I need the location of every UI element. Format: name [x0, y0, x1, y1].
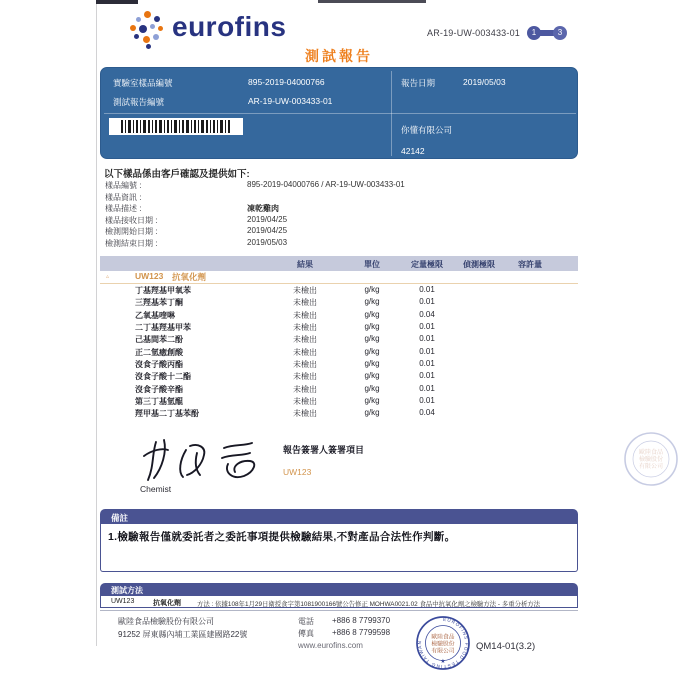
compound-name: 二丁基羥基甲苯: [135, 323, 191, 333]
svg-text:EUROFINS FOOD TESTING TAIWAN: EUROFINS FOOD TESTING TAIWAN: [416, 616, 470, 670]
group-underline: [100, 283, 578, 284]
website-link[interactable]: www.eurofins.com: [298, 641, 363, 650]
sample-detail-row: [100, 203, 578, 215]
page-total-badge[interactable]: 3: [553, 26, 567, 40]
sample-detail-row: [100, 180, 578, 192]
remarks-title: 備註: [111, 513, 129, 523]
sample-detail-label: 樣品描述 :: [105, 204, 142, 214]
unit-value: g/kg: [364, 334, 380, 344]
svg-text:★: ★: [440, 659, 446, 665]
lab-sample-value: 895-2019-04000766: [248, 77, 325, 87]
sample-detail-row: [100, 215, 578, 227]
loq-value: 0.01: [419, 383, 435, 393]
sample-intro: 以下樣品係由客戶確認及提供如下:: [104, 169, 250, 180]
report-no-value: AR-19-UW-003433-01: [248, 96, 333, 106]
result-row: [100, 408, 578, 420]
phone-value: +886 8 7799370: [332, 616, 391, 625]
sample-detail-label: 樣品資訊 :: [105, 192, 142, 202]
result-row: [100, 334, 578, 346]
report-reference: AR-19-UW-003433-01: [427, 28, 520, 38]
info-box-divider: [104, 113, 576, 114]
group-code: UW123: [135, 271, 164, 281]
result-row: [100, 347, 578, 359]
eurofins-wordmark: eurofins: [172, 11, 287, 42]
results-table-header: [100, 256, 578, 271]
result-row: [100, 359, 578, 371]
report-date-label: 報告日期: [401, 78, 436, 88]
page-title: 測試報告: [305, 48, 373, 64]
compound-name: 沒食子酸十二酯: [135, 372, 191, 382]
scan-artifact: [96, 0, 138, 4]
signature-role: Chemist: [140, 484, 172, 494]
lab-sample-label: 實驗室樣品編號: [113, 78, 173, 88]
method-code: UW123: [111, 598, 135, 605]
loq-value: 0.01: [419, 334, 435, 344]
sample-detail-label: 檢測結束日期 :: [105, 238, 158, 248]
unit-value: g/kg: [364, 297, 380, 307]
remarks-body: [100, 524, 578, 572]
sample-detail-row: [100, 226, 578, 238]
svg-text:有限公司: 有限公司: [638, 464, 664, 470]
svg-text:歐陸食品: 歐陸食品: [638, 450, 664, 456]
page-current-badge[interactable]: 1: [527, 26, 541, 40]
result-value: 未檢出: [293, 335, 317, 345]
svg-text:檢驗股份: 檢驗股份: [431, 641, 455, 648]
result-value: 未檢出: [293, 409, 317, 419]
col-result: 結果: [297, 260, 313, 269]
unit-value: g/kg: [364, 359, 380, 369]
loq-value: 0.04: [419, 309, 435, 319]
fax-label: 傳真: [298, 629, 314, 638]
faint-company-seal: [623, 431, 679, 487]
unit-value: g/kg: [364, 322, 380, 332]
unit-value: g/kg: [364, 371, 380, 381]
remarks-header: [100, 509, 578, 524]
loq-value: 0.01: [419, 285, 435, 294]
result-row: [100, 384, 578, 396]
compound-name: 羥甲基二丁基苯酚: [135, 409, 199, 419]
group-marker-icon: ▵: [106, 274, 110, 280]
method-row: [100, 596, 578, 608]
result-row: [100, 310, 578, 322]
result-row: [100, 297, 578, 309]
client-code: 42142: [401, 146, 425, 156]
loq-value: 0.01: [419, 371, 435, 381]
method-group-name: 抗氧化劑: [153, 600, 181, 607]
compound-name: 沒食子酸辛酯: [135, 384, 183, 394]
sample-detail-label: 樣品接收日期 :: [105, 215, 158, 225]
unit-value: g/kg: [364, 408, 380, 418]
compound-name: 沒食子酸丙酯: [135, 360, 183, 370]
method-title: 測試方法: [111, 586, 143, 595]
client-name: 你懂有限公司: [401, 125, 453, 135]
unit-value: g/kg: [364, 285, 380, 294]
company-name: 歐陸食品檢驗股份有限公司: [118, 617, 214, 626]
doc-code: QM14-01(3.2): [476, 641, 536, 652]
fax-value: +886 8 7799598: [332, 628, 391, 637]
result-row: [100, 396, 578, 408]
results-table-body: [100, 285, 578, 421]
unit-value: g/kg: [364, 309, 380, 319]
unit-value: g/kg: [364, 383, 380, 393]
loq-value: 0.01: [419, 322, 435, 332]
sample-detail-value: 895-2019-04000766 / AR-19-UW-003433-01: [247, 180, 405, 189]
method-header: [100, 583, 578, 596]
sample-detail-value: 2019/04/25: [247, 214, 288, 224]
compound-name: 第三丁基氫醌: [135, 397, 183, 407]
sample-detail-value: 2019/04/25: [247, 226, 288, 236]
col-loq: 定量極限: [411, 260, 443, 269]
sample-detail-row: [100, 238, 578, 250]
compound-name: 三羥基苯丁酮: [135, 298, 183, 308]
barcode-bars: [121, 120, 231, 133]
loq-value: 0.01: [419, 346, 435, 356]
phone-label: 電話: [298, 617, 314, 626]
chemist-signature: [140, 434, 272, 486]
compound-name: 丁基羥基甲氧苯: [135, 286, 191, 295]
result-value: 未檢出: [293, 310, 317, 320]
remarks-line: 1.檢驗報告僅就委託者之委託事項提供檢驗結果,不對產品合法性作判斷。: [108, 531, 456, 543]
page-indicator[interactable]: [527, 26, 567, 40]
loq-value: 0.04: [419, 408, 435, 418]
footer-divider: [100, 610, 578, 611]
svg-text:有限公司: 有限公司: [431, 648, 455, 655]
col-allowance: 容許量: [518, 260, 542, 269]
svg-text:檢驗股份: 檢驗股份: [638, 457, 664, 463]
sample-detail-label: 檢測開始日期 :: [105, 227, 158, 237]
result-value: 未檢出: [293, 323, 317, 333]
sample-detail-value: 2019/05/03: [247, 237, 288, 247]
eurofins-dots-icon: [128, 9, 166, 47]
result-row: [100, 371, 578, 383]
signatory-title: 報告簽署人簽署項目: [283, 445, 365, 455]
unit-value: g/kg: [364, 396, 380, 406]
result-value: 未檢出: [293, 360, 317, 370]
result-value: 未檢出: [293, 286, 317, 295]
compound-name: 正二氫癒創酸: [135, 347, 183, 357]
signatory-item: UW123: [283, 467, 312, 477]
result-value: 未檢出: [293, 397, 317, 407]
result-row: [100, 285, 578, 297]
col-unit: 單位: [364, 260, 380, 269]
loq-value: 0.01: [419, 396, 435, 406]
sample-detail-row: [100, 192, 578, 204]
svg-text:歐陸食品: 歐陸食品: [431, 634, 455, 641]
compound-name: 乙氧基喹啉: [135, 310, 175, 320]
page-edge-line: [96, 0, 97, 646]
sample-detail-value: 凍乾雞肉: [247, 204, 279, 214]
scan-artifact: [318, 0, 426, 3]
report-info-box: [100, 67, 578, 159]
sample-detail-list: [100, 180, 578, 250]
group-name: 抗氧化劑: [172, 272, 207, 282]
company-seal: [415, 615, 471, 671]
report-no-label: 測試報告編號: [113, 97, 165, 107]
test-group-row: [100, 271, 578, 283]
sample-detail-label: 樣品編號 :: [105, 181, 142, 190]
compound-name: 己基間苯二酚: [135, 335, 183, 345]
result-row: [100, 322, 578, 334]
result-value: 未檢出: [293, 384, 317, 394]
method-description: 方法 : 依據108年1月29日衛授食字第1081900166號公告修正 MOHWA0021.02 食品中抗氧化劑之檢驗方法 - 多重分析方法: [197, 600, 541, 608]
company-address: 91252 屏東縣內埔工業區建國路22號: [118, 630, 248, 639]
loq-value: 0.01: [419, 359, 435, 369]
sample-barcode: [109, 118, 243, 135]
col-lod: 偵測極限: [463, 260, 495, 269]
report-date-value: 2019/05/03: [463, 77, 506, 87]
unit-value: g/kg: [364, 346, 380, 356]
result-value: 未檢出: [293, 298, 317, 308]
loq-value: 0.01: [419, 297, 435, 307]
result-value: 未檢出: [293, 347, 317, 357]
result-value: 未檢出: [293, 372, 317, 382]
